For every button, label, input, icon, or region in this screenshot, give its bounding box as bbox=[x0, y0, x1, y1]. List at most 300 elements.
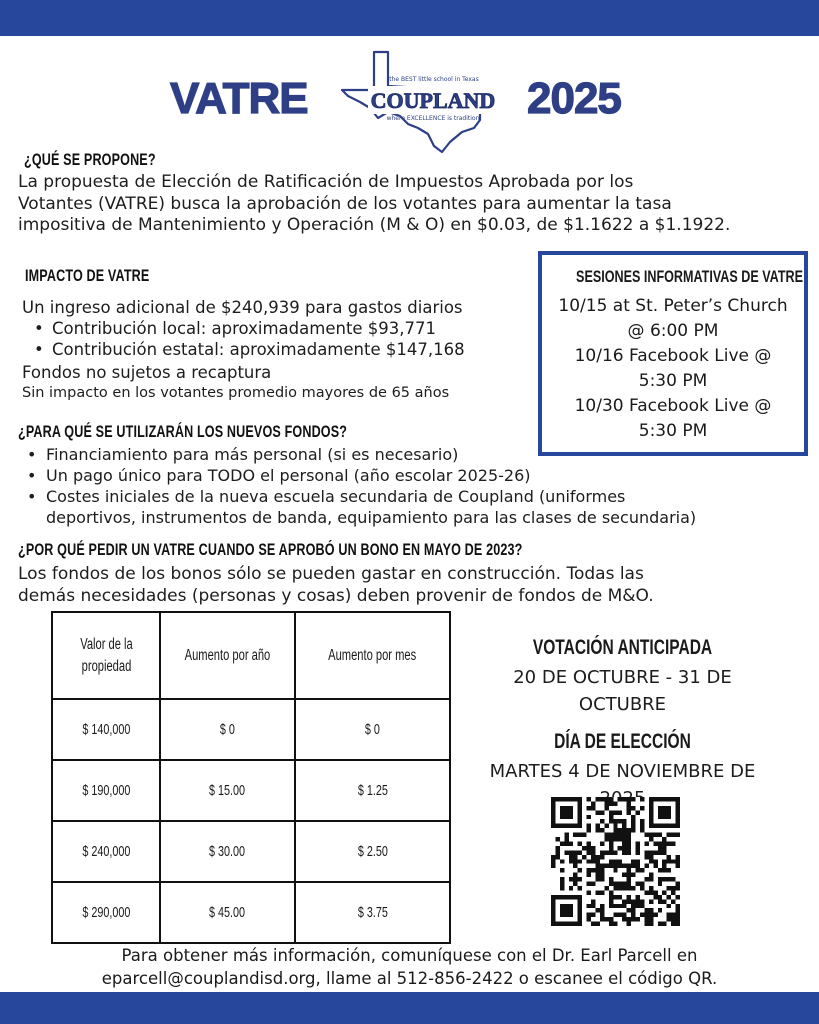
qr-module bbox=[609, 801, 613, 805]
qr-module bbox=[676, 895, 680, 899]
qr-module bbox=[676, 810, 680, 814]
qr-module bbox=[622, 841, 626, 845]
qr-module bbox=[578, 833, 582, 837]
qr-module bbox=[662, 815, 666, 819]
proposal-line: impositiva de Mantenimiento y Operación (M & O) en $0.03, de $1.1622 a $1.1922. bbox=[18, 215, 731, 235]
qr-module bbox=[667, 904, 671, 908]
qr-module bbox=[595, 922, 599, 926]
qr-module bbox=[587, 806, 591, 810]
qr-module bbox=[622, 824, 626, 828]
qr-module bbox=[622, 833, 626, 837]
qr-module bbox=[551, 819, 555, 823]
header-text: propiedad bbox=[81, 657, 131, 675]
qr-module bbox=[600, 855, 604, 859]
qr-module bbox=[618, 882, 622, 886]
qr-module bbox=[622, 850, 626, 854]
qr-module bbox=[569, 877, 573, 881]
early-voting-block bbox=[475, 636, 770, 718]
qr-module bbox=[627, 917, 631, 921]
qr-module bbox=[609, 797, 613, 801]
qr-module bbox=[587, 873, 591, 877]
qr-module bbox=[595, 864, 599, 868]
qr-module bbox=[636, 868, 640, 872]
qr-module bbox=[671, 913, 675, 917]
qr-module bbox=[560, 797, 564, 801]
qr-module bbox=[636, 864, 640, 868]
qr-module bbox=[653, 895, 657, 899]
qr-module bbox=[658, 877, 662, 881]
qr-module bbox=[627, 850, 631, 854]
qr-module bbox=[644, 877, 648, 881]
qr-module bbox=[595, 908, 599, 912]
list-item-line: deportivos, instrumentos de banda, equipamiento para las clases de secundaria) bbox=[46, 508, 697, 527]
table-cell bbox=[160, 821, 295, 882]
qr-module bbox=[644, 850, 648, 854]
qr-module bbox=[560, 886, 564, 890]
qr-module bbox=[658, 850, 662, 854]
qr-module bbox=[551, 922, 555, 926]
proposal-heading: ¿QUÉ SE PROPONE? bbox=[24, 150, 156, 169]
qr-module bbox=[587, 828, 591, 832]
qr-module bbox=[671, 890, 675, 894]
qr-module bbox=[609, 899, 613, 903]
table-header-row bbox=[52, 612, 450, 699]
qr-module bbox=[564, 824, 568, 828]
qr-module bbox=[573, 855, 577, 859]
qr-module bbox=[564, 850, 568, 854]
qr-module bbox=[560, 859, 564, 863]
qr-module bbox=[551, 806, 555, 810]
tax-increase-table bbox=[51, 611, 451, 944]
qr-module bbox=[578, 859, 582, 863]
list-item bbox=[18, 486, 696, 528]
qr-module bbox=[551, 917, 555, 921]
qr-module bbox=[613, 904, 617, 908]
why-line: Los fondos de los bonos sólo se pueden gastar en construcción. Todas las bbox=[18, 564, 644, 584]
qr-module bbox=[676, 917, 680, 921]
qr-module bbox=[573, 877, 577, 881]
qr-module bbox=[609, 882, 613, 886]
qr-module bbox=[627, 837, 631, 841]
qr-module bbox=[609, 917, 613, 921]
qr-module bbox=[560, 815, 564, 819]
list-item: • Contribución local: aproximadamente $93,771 bbox=[22, 318, 465, 339]
qr-module bbox=[644, 855, 648, 859]
qr-module bbox=[644, 922, 648, 926]
qr-module bbox=[658, 815, 662, 819]
qr-module bbox=[653, 850, 657, 854]
qr-module bbox=[595, 828, 599, 832]
qr-module bbox=[587, 846, 591, 850]
qr-module bbox=[618, 886, 622, 890]
qr-module bbox=[640, 886, 644, 890]
qr-module bbox=[578, 877, 582, 881]
qr-module bbox=[613, 922, 617, 926]
qr-module bbox=[564, 815, 568, 819]
qr-module bbox=[595, 890, 599, 894]
early-voting-dates-cont: OCTUBRE bbox=[578, 694, 667, 715]
qr-module bbox=[671, 917, 675, 921]
qr-module bbox=[578, 868, 582, 872]
qr-module bbox=[667, 806, 671, 810]
qr-module bbox=[600, 908, 604, 912]
qr-module bbox=[591, 922, 595, 926]
qr-module bbox=[551, 815, 555, 819]
qr-module bbox=[613, 801, 617, 805]
qr-module bbox=[578, 908, 582, 912]
qr-module bbox=[573, 922, 577, 926]
qr-module bbox=[662, 850, 666, 854]
qr-module bbox=[658, 882, 662, 886]
qr-module bbox=[609, 833, 613, 837]
qr-module bbox=[578, 824, 582, 828]
bottom-blue-band bbox=[0, 992, 819, 1024]
qr-module bbox=[560, 841, 564, 845]
qr-module bbox=[573, 859, 577, 863]
qr-module bbox=[591, 801, 595, 805]
qr-module bbox=[644, 913, 648, 917]
qr-module bbox=[604, 850, 608, 854]
proposal-line: La propuesta de Elección de Ratificación de Impuestos Aprobada por los bbox=[18, 172, 634, 192]
qr-module bbox=[555, 895, 559, 899]
qr-module bbox=[569, 810, 573, 814]
table-cell bbox=[52, 760, 160, 821]
qr-module bbox=[555, 846, 559, 850]
impact-revenue: Un ingreso adicional de $240,939 para gastos diarios bbox=[22, 298, 463, 317]
qr-module bbox=[658, 899, 662, 903]
qr-module bbox=[640, 819, 644, 823]
qr-module bbox=[618, 828, 622, 832]
qr-module bbox=[662, 859, 666, 863]
qr-module bbox=[627, 868, 631, 872]
qr-module bbox=[600, 828, 604, 832]
funds-use-list bbox=[18, 444, 696, 528]
qr-module bbox=[569, 855, 573, 859]
qr-module bbox=[671, 833, 675, 837]
qr-module bbox=[578, 819, 582, 823]
qr-module bbox=[667, 810, 671, 814]
table-row bbox=[52, 821, 450, 882]
qr-module bbox=[609, 922, 613, 926]
qr-module bbox=[649, 922, 653, 926]
qr-module bbox=[627, 886, 631, 890]
qr-module bbox=[640, 828, 644, 832]
qr-module bbox=[658, 908, 662, 912]
qr-module bbox=[578, 922, 582, 926]
qr-module bbox=[653, 841, 657, 845]
qr-module bbox=[662, 899, 666, 903]
qr-module bbox=[627, 801, 631, 805]
qr-module bbox=[653, 913, 657, 917]
qr-module bbox=[658, 846, 662, 850]
qr-module bbox=[658, 868, 662, 872]
table-row bbox=[52, 699, 450, 760]
qr-module bbox=[609, 841, 613, 845]
qr-module bbox=[560, 908, 564, 912]
qr-module bbox=[644, 890, 648, 894]
qr-module bbox=[587, 882, 591, 886]
qr-module bbox=[627, 841, 631, 845]
table-cell bbox=[295, 821, 450, 882]
qr-module bbox=[631, 913, 635, 917]
qr-module bbox=[613, 819, 617, 823]
funds-use-heading: ¿PARA QUÉ SE UTILIZARÁN LOS NUEVOS FONDOS? bbox=[18, 422, 348, 441]
qr-module bbox=[573, 824, 577, 828]
qr-module bbox=[622, 846, 626, 850]
qr-module bbox=[627, 873, 631, 877]
qr-module bbox=[653, 797, 657, 801]
qr-module bbox=[627, 833, 631, 837]
qr-module bbox=[649, 824, 653, 828]
qr-module bbox=[618, 846, 622, 850]
qr-module bbox=[569, 922, 573, 926]
qr-module bbox=[600, 810, 604, 814]
qr-module bbox=[591, 913, 595, 917]
qr-module bbox=[578, 917, 582, 921]
qr-module bbox=[595, 810, 599, 814]
qr-module bbox=[578, 913, 582, 917]
qr-module bbox=[578, 850, 582, 854]
cell-text: $ 0 bbox=[219, 720, 235, 738]
qr-module bbox=[578, 801, 582, 805]
qr-module bbox=[640, 797, 644, 801]
cell-text: $ 2.50 bbox=[357, 842, 388, 860]
qr-module bbox=[622, 904, 626, 908]
qr-module bbox=[671, 859, 675, 863]
qr-module bbox=[613, 824, 617, 828]
qr-module bbox=[631, 806, 635, 810]
qr-module bbox=[618, 904, 622, 908]
qr-module bbox=[671, 841, 675, 845]
svg-text:where EXCELLENCE is tradition: where EXCELLENCE is tradition bbox=[386, 115, 480, 122]
qr-module bbox=[613, 859, 617, 863]
qr-module bbox=[631, 859, 635, 863]
qr-module bbox=[573, 833, 577, 837]
qr-module bbox=[662, 864, 666, 868]
qr-module bbox=[564, 833, 568, 837]
qr-module bbox=[622, 917, 626, 921]
svg-text:COUPLAND: COUPLAND bbox=[370, 88, 496, 113]
qr-module bbox=[600, 868, 604, 872]
impact-heading: IMPACTO DE VATRE bbox=[25, 266, 150, 285]
qr-module bbox=[573, 850, 577, 854]
qr-module bbox=[595, 855, 599, 859]
qr-module bbox=[649, 833, 653, 837]
qr-module bbox=[636, 841, 640, 845]
qr-module bbox=[600, 877, 604, 881]
qr-module bbox=[600, 819, 604, 823]
header-cell-per-month bbox=[295, 612, 450, 699]
qr-module bbox=[555, 824, 559, 828]
why-text bbox=[18, 563, 654, 607]
qr-module bbox=[551, 801, 555, 805]
qr-module bbox=[667, 913, 671, 917]
election-day-heading: DÍA DE ELECCIÓN bbox=[554, 730, 691, 753]
impact-seniors: Sin impacto en los votantes promedio mayores de 65 años bbox=[22, 385, 450, 401]
why-line: demás necesidades (personas y cosas) deben provenir de fondos de M&O. bbox=[18, 586, 654, 606]
qr-module bbox=[653, 824, 657, 828]
qr-module bbox=[613, 913, 617, 917]
session-line: 5:30 PM bbox=[638, 421, 708, 441]
qr-module bbox=[569, 895, 573, 899]
qr-module bbox=[662, 810, 666, 814]
qr-module bbox=[609, 890, 613, 894]
qr-module bbox=[591, 899, 595, 903]
qr-module bbox=[609, 846, 613, 850]
qr-module bbox=[591, 882, 595, 886]
qr-module bbox=[555, 922, 559, 926]
table-cell bbox=[160, 882, 295, 943]
qr-module bbox=[627, 922, 631, 926]
session-line: 10/15 at St. Peter’s Church bbox=[558, 296, 788, 316]
qr-module bbox=[595, 797, 599, 801]
qr-module bbox=[653, 833, 657, 837]
qr-module bbox=[591, 904, 595, 908]
qr-module bbox=[671, 877, 675, 881]
qr-module bbox=[564, 904, 568, 908]
qr-module bbox=[587, 868, 591, 872]
footer-line: Para obtener más información, comuníquese con el Dr. Earl Parcell en bbox=[121, 946, 698, 965]
qr-module bbox=[631, 864, 635, 868]
qr-module bbox=[627, 908, 631, 912]
qr-module bbox=[618, 819, 622, 823]
qr-module bbox=[676, 882, 680, 886]
qr-module bbox=[618, 797, 622, 801]
qr-module bbox=[578, 815, 582, 819]
qr-module bbox=[587, 917, 591, 921]
qr-module bbox=[640, 899, 644, 903]
list-item: • Un pago único para TODO el personal (año escolar 2025-26) bbox=[18, 465, 696, 486]
qr-module bbox=[609, 859, 613, 863]
qr-module bbox=[564, 922, 568, 926]
qr-module bbox=[569, 815, 573, 819]
qr-module bbox=[613, 810, 617, 814]
qr-module bbox=[564, 913, 568, 917]
qr-module bbox=[560, 904, 564, 908]
qr-module bbox=[667, 841, 671, 845]
qr-module bbox=[587, 841, 591, 845]
qr-module bbox=[658, 922, 662, 926]
qr-module bbox=[587, 797, 591, 801]
cell-text: $ 15.00 bbox=[209, 781, 246, 799]
qr-module bbox=[662, 868, 666, 872]
qr-module bbox=[609, 837, 613, 841]
qr-module bbox=[653, 859, 657, 863]
qr-module bbox=[560, 895, 564, 899]
qr-module bbox=[636, 882, 640, 886]
qr-module bbox=[618, 810, 622, 814]
qr-module bbox=[653, 864, 657, 868]
qr-module bbox=[560, 877, 564, 881]
qr-module bbox=[609, 819, 613, 823]
svg-text:the BEST little school in Texa: the BEST little school in Texas bbox=[389, 76, 479, 83]
qr-module bbox=[555, 855, 559, 859]
qr-module bbox=[622, 913, 626, 917]
qr-module bbox=[644, 917, 648, 921]
qr-module bbox=[671, 922, 675, 926]
impact-contributions-list bbox=[22, 318, 465, 360]
qr-module bbox=[569, 824, 573, 828]
qr-module bbox=[564, 810, 568, 814]
qr-module bbox=[640, 882, 644, 886]
qr-module bbox=[578, 895, 582, 899]
qr-module bbox=[564, 837, 568, 841]
qr-module bbox=[578, 886, 582, 890]
header-text: Aumento por año bbox=[184, 646, 271, 664]
qr-module bbox=[631, 797, 635, 801]
qr-module bbox=[631, 824, 635, 828]
qr-module bbox=[667, 895, 671, 899]
info-sessions-box bbox=[538, 251, 808, 456]
qr-module bbox=[658, 797, 662, 801]
qr-module bbox=[578, 899, 582, 903]
qr-module bbox=[573, 882, 577, 886]
table-cell bbox=[295, 882, 450, 943]
impact-recapture: Fondos no sujetos a recaptura bbox=[22, 363, 272, 382]
qr-module bbox=[649, 908, 653, 912]
qr-module bbox=[609, 895, 613, 899]
qr-module bbox=[551, 899, 555, 903]
session-line: 10/30 Facebook Live @ bbox=[574, 396, 772, 416]
qr-module bbox=[662, 846, 666, 850]
qr-module bbox=[604, 824, 608, 828]
qr-module bbox=[551, 913, 555, 917]
qr-module bbox=[676, 833, 680, 837]
header-text: Valor de la bbox=[79, 635, 133, 653]
header-cell-property-value bbox=[52, 612, 160, 699]
qr-module bbox=[649, 810, 653, 814]
qr-module bbox=[644, 908, 648, 912]
qr-module bbox=[564, 806, 568, 810]
coupland-texas-logo bbox=[338, 46, 498, 154]
qr-module bbox=[667, 877, 671, 881]
qr-module bbox=[649, 855, 653, 859]
qr-module bbox=[595, 859, 599, 863]
qr-module bbox=[613, 868, 617, 872]
qr-module bbox=[587, 850, 591, 854]
qr-module bbox=[604, 917, 608, 921]
qr-code[interactable] bbox=[551, 797, 680, 926]
qr-module bbox=[609, 864, 613, 868]
qr-module bbox=[622, 828, 626, 832]
qr-module bbox=[600, 850, 604, 854]
qr-module bbox=[627, 806, 631, 810]
qr-module bbox=[667, 824, 671, 828]
qr-module bbox=[636, 850, 640, 854]
qr-module bbox=[582, 833, 586, 837]
qr-module bbox=[644, 864, 648, 868]
cell-text: $ 30.00 bbox=[209, 842, 246, 860]
qr-module bbox=[640, 824, 644, 828]
qr-module bbox=[604, 833, 608, 837]
qr-module bbox=[560, 810, 564, 814]
qr-module bbox=[609, 904, 613, 908]
qr-module bbox=[551, 895, 555, 899]
qr-module bbox=[631, 886, 635, 890]
qr-module bbox=[662, 806, 666, 810]
qr-module bbox=[613, 850, 617, 854]
qr-module bbox=[658, 824, 662, 828]
qr-module bbox=[631, 819, 635, 823]
qr-module bbox=[622, 837, 626, 841]
session-line: @ 6:00 PM bbox=[627, 321, 719, 341]
qr-module bbox=[613, 828, 617, 832]
qr-module bbox=[631, 917, 635, 921]
table-cell bbox=[295, 699, 450, 760]
qr-module bbox=[618, 859, 622, 863]
header-cell-per-year bbox=[160, 612, 295, 699]
header-year-title: 2025 bbox=[527, 74, 621, 123]
